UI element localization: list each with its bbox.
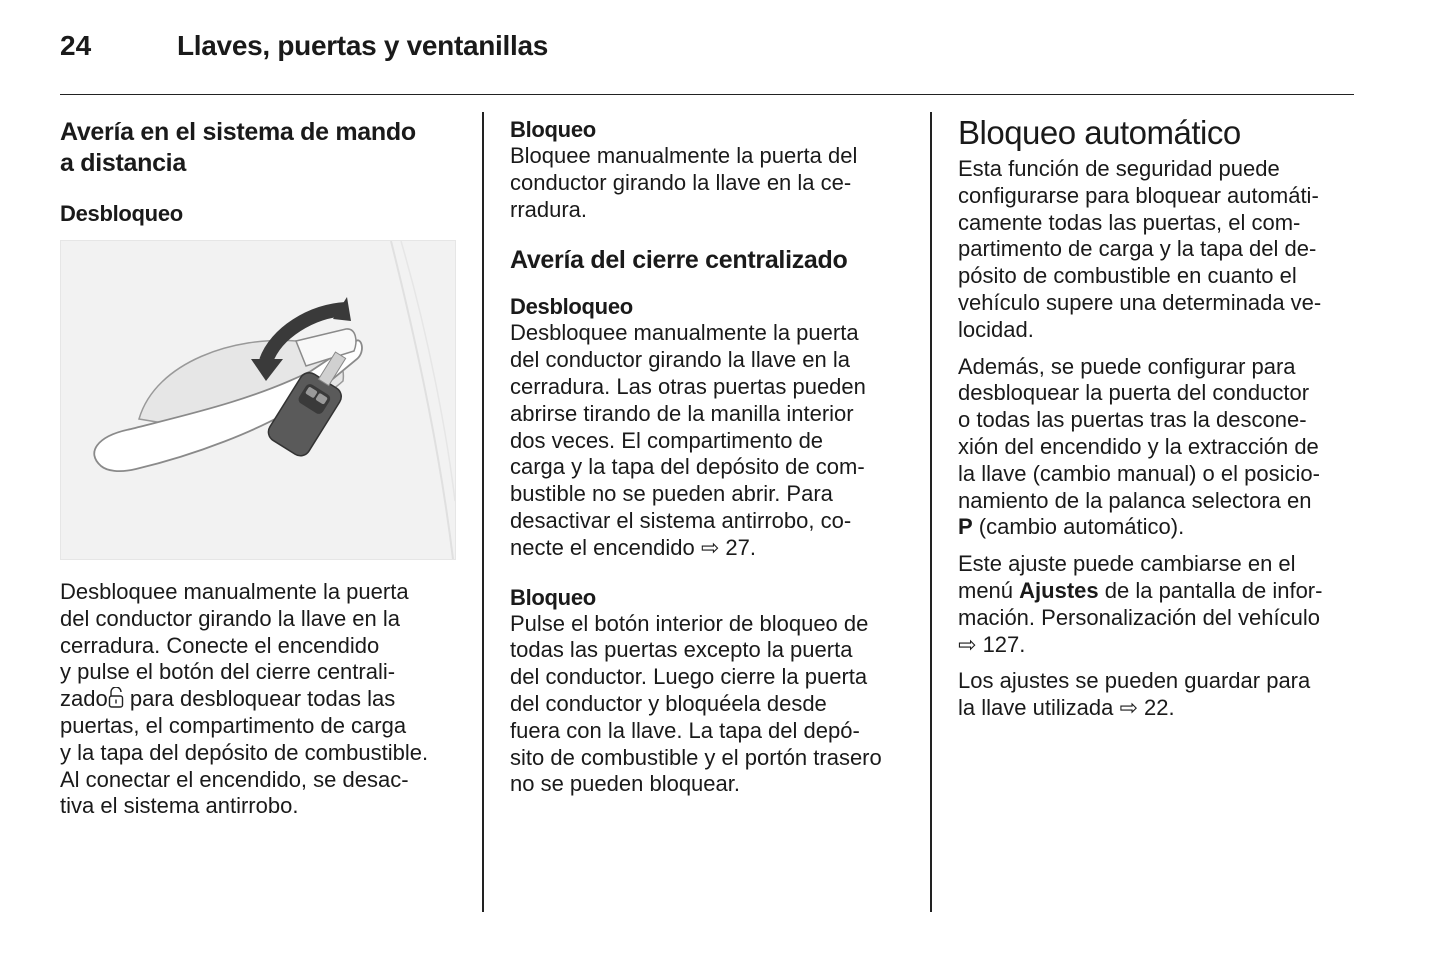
page-header (60, 28, 1354, 95)
subheading: Bloqueo (510, 117, 596, 142)
column-2 (510, 112, 910, 798)
reference-arrow-icon: ⇨ (1119, 695, 1138, 721)
section-heading: Avería del cierre centralizado (510, 246, 848, 275)
paragraph (60, 579, 460, 820)
reference-arrow-icon: ⇨ (700, 534, 720, 560)
section-heading: Avería en el sistema de mando a distancia (60, 118, 416, 177)
paragraph: Pulse el botón interior de bloqueo de todas las puertas excepto la puerta del conductor. Luego cierre la puerta del conductor y bloquéela desde fuera con la llave. La tapa del depó- sito de combustible y el portón trasero no se pueden bloquear. (510, 610, 882, 797)
chapter-title: Llaves, puertas y ventanillas (177, 30, 549, 61)
paragraph-text: para desbloquear todas las puertas, el compartimento de carga y la tapa del depósito de combustible. Al conectar el encendido, se desac- tiva el sistema antirrobo. (60, 686, 429, 819)
gear-position-label: P (958, 514, 973, 540)
unlock-icon (108, 687, 124, 709)
door-handle-illustration-svg (61, 241, 455, 559)
paragraph (958, 668, 1358, 722)
paragraph-text: Desbloquee manualmente la puerta del conductor girando la llave en la cerradura. Las otras puertas pueden abrirse tirando de la manilla interior dos veces. El compartimento de carga y la tapa del depósito de com- bustible no se pueden abrir. Para desactivar el sistema antirrobo, co- necte el encendido (510, 320, 866, 560)
paragraph: Bloquee manualmente la puerta del conductor girando la llave en la ce- rradura. (510, 143, 858, 222)
column-1 (60, 112, 460, 227)
page-reference[interactable]: 27. (725, 534, 756, 560)
paragraph (958, 354, 1358, 542)
subheading: Desbloqueo (60, 201, 183, 226)
page-reference[interactable]: 127. (982, 631, 1026, 657)
paragraph-text: Además, se puede configurar para desbloquear la puerta del conductor o todas las puertas tras la descone- xión del encendido y la extracción de la llave (cambio manual) o el posicio- namiento de la palanca selectora en (958, 353, 1320, 513)
subheading: Bloqueo (510, 584, 596, 610)
paragraph-text: de la pantalla de infor- mación. Personalización del vehículo (958, 577, 1323, 630)
paragraph-text: Este ajuste puede cambiarse en el menú (958, 551, 1296, 603)
menu-name: Ajustes (1019, 577, 1099, 603)
column-1-body (60, 579, 460, 820)
section-heading-large: Bloqueo automático (958, 114, 1241, 151)
page-reference[interactable]: 22. (1144, 695, 1175, 721)
column-3 (958, 112, 1358, 722)
paragraph (958, 551, 1358, 658)
paragraph: Esta función de seguridad puede configurarse para bloquear automáti- camente todas las puertas, el com- partimento de carga y la tapa del de- pósito de combustible en cuanto el vehículo supere una determinada ve- locidad. (958, 156, 1322, 342)
column-divider (930, 112, 932, 912)
door-handle-key-illustration (60, 240, 456, 560)
paragraph-text: (cambio automático). (972, 514, 1185, 540)
subheading: Desbloqueo (510, 294, 633, 320)
paragraph-text: Desbloquee manualmente la puerta del conductor girando la llave en la cerradura. Conecte el encendido y pulse el botón del cierre centrali- zado (60, 579, 409, 712)
page-number: 24 (60, 30, 92, 61)
paragraph-text: Los ajustes se pueden guardar para la llave utilizada (958, 668, 1311, 721)
reference-arrow-icon: ⇨ (958, 631, 977, 657)
column-divider (482, 112, 484, 912)
paragraph (510, 320, 910, 561)
